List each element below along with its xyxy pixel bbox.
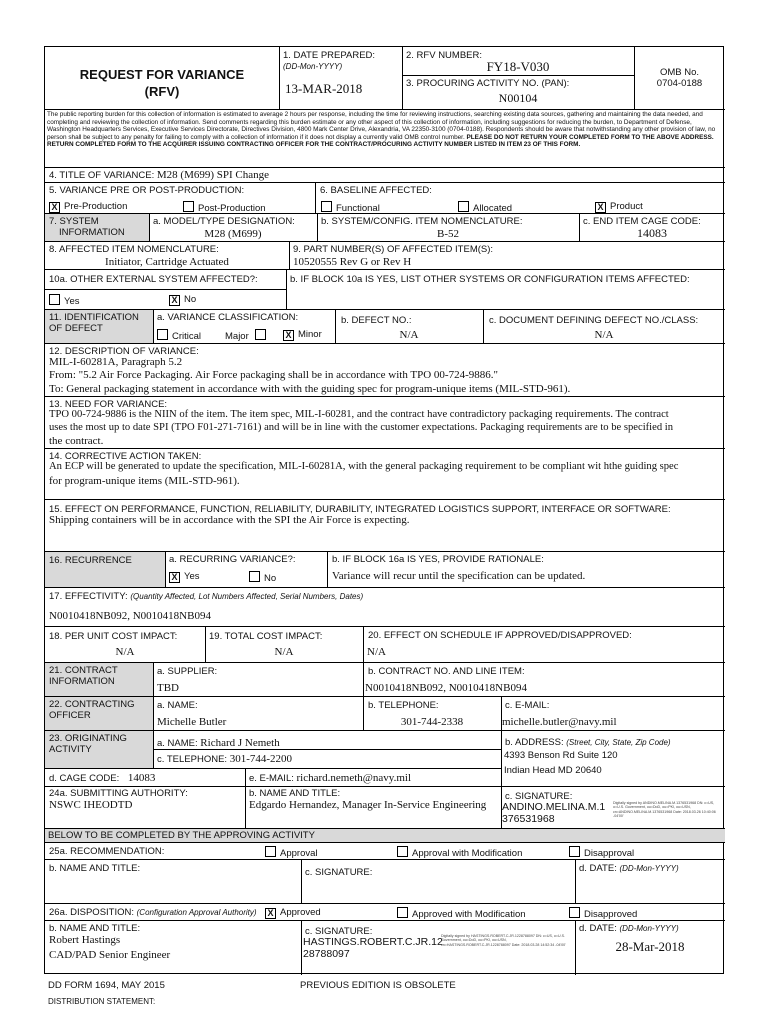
date-prepared-hint: (DD-Mon-YYYY) bbox=[283, 62, 343, 71]
disposition-header bbox=[49, 907, 257, 918]
item15-value[interactable]: Shipping containers will be in accordance with the SPI the Air Force is expecting. bbox=[49, 514, 410, 526]
item13-line1[interactable]: TPO 00-724-9886 is the NIIN of the item. The item spec, MIL-I-60281, and the contract have contradictory packaging requirements. The contract bbox=[49, 409, 669, 420]
orig-phone-label: c. TELEPHONE: bbox=[157, 754, 228, 765]
disp-approved-mod-checkbox[interactable] bbox=[397, 907, 408, 918]
item11-label bbox=[45, 310, 153, 343]
defect-doc-value[interactable]: N/A bbox=[594, 329, 614, 341]
disp-disapproved-label: Disapproved bbox=[584, 909, 638, 920]
pan-value[interactable]: N00104 bbox=[498, 91, 538, 105]
omb-number: 0704-0188 bbox=[656, 78, 703, 89]
disp-date-label: d. DATE: bbox=[579, 923, 617, 934]
recurring-label: a. RECURRING VARIANCE?: bbox=[169, 554, 296, 565]
form-title-line2: (RFV) bbox=[144, 84, 180, 99]
functional-checkbox[interactable] bbox=[321, 201, 332, 212]
rec-date-hint: (DD-Mon-YYYY) bbox=[619, 864, 679, 873]
defect-no-label: b. DEFECT NO.: bbox=[341, 315, 412, 326]
orig-email-field bbox=[249, 772, 411, 784]
item6-label: 6. BASELINE AFFECTED: bbox=[320, 185, 432, 196]
disp-signature-id[interactable]: 28788097 bbox=[303, 948, 350, 960]
item13-line2[interactable]: uses the most up to date SPI (TPO F01-271-7161) and will be in line with the customer expectations. Packaging requirements are to be specified in bbox=[49, 422, 674, 433]
orig-phone-value[interactable]: 301-744-2200 bbox=[229, 753, 293, 765]
disp-disapproved-checkbox[interactable] bbox=[569, 907, 580, 918]
disp-approved-mod-option[interactable] bbox=[397, 907, 526, 920]
disp-date-hint: (DD-Mon-YYYY) bbox=[619, 924, 679, 933]
form-title bbox=[45, 47, 279, 109]
disp-approved-mod-label: Approved with Modification bbox=[412, 909, 526, 920]
rec-date-label: d. DATE: bbox=[579, 863, 617, 874]
variance-classification-label: a. VARIANCE CLASSIFICATION: bbox=[157, 312, 299, 323]
orig-address-label: b. ADDRESS: bbox=[505, 737, 564, 748]
external-no-option[interactable] bbox=[169, 294, 196, 306]
submitting-authority-label: 24a. SUBMITTING AUTHORITY: bbox=[49, 788, 188, 799]
orig-address-header bbox=[505, 737, 671, 748]
item17-value[interactable]: N0010418NB092, N0010418NB094 bbox=[49, 610, 211, 622]
rec-date-field bbox=[579, 863, 679, 874]
item23-label-line2: ACTIVITY bbox=[49, 744, 92, 755]
disp-signature-label: c. SIGNATURE: bbox=[305, 926, 373, 937]
disp-name-line1[interactable]: Robert Hastings bbox=[49, 934, 121, 946]
item7-label bbox=[45, 214, 149, 241]
previous-edition: PREVIOUS EDITION IS OBSOLETE bbox=[300, 980, 456, 991]
rfv-form bbox=[44, 46, 724, 974]
item20-label: 20. EFFECT ON SCHEDULE IF APPROVED/DISAPPROVED: bbox=[368, 630, 632, 641]
pan-label: 3. PROCURING ACTIVITY NO. (PAN): bbox=[406, 78, 570, 89]
rec-name-label: b. NAME AND TITLE: bbox=[49, 863, 141, 874]
item15-label: 15. EFFECT ON PERFORMANCE, FUNCTION, RELIABILITY, DURABILITY, INTEGRATED LOGISTICS SUPPORT, INTERFACE OR SOFTWARE: bbox=[49, 504, 671, 515]
product-checkbox[interactable]: X bbox=[595, 202, 606, 213]
minor-checkbox[interactable]: X bbox=[283, 330, 294, 341]
rationale-label: b. IF BLOCK 16a IS YES, PROVIDE RATIONALE: bbox=[332, 554, 544, 565]
item21-label-line1: 21. CONTRACT bbox=[49, 665, 118, 676]
item8-label: 8. AFFECTED ITEM NOMENCLATURE: bbox=[49, 244, 219, 255]
external-no-checkbox[interactable]: X bbox=[169, 295, 180, 306]
item16-label-cell bbox=[45, 552, 165, 587]
item21-label-line2: INFORMATION bbox=[49, 676, 115, 687]
rationale-value[interactable]: Variance will recur until the specification can be updated. bbox=[332, 570, 586, 582]
major-option[interactable] bbox=[225, 329, 270, 342]
product-option[interactable] bbox=[595, 201, 643, 213]
submitter-signature-id[interactable]: 376531968 bbox=[502, 813, 555, 825]
item22-label bbox=[45, 697, 153, 730]
supplier-value[interactable]: TBD bbox=[157, 682, 179, 694]
item12-line3[interactable]: To: General packaging statement in accordance with with the guiding spec for program-unique items (MIL-STD-961). bbox=[49, 383, 571, 395]
item18-label: 18. PER UNIT COST IMPACT: bbox=[49, 631, 178, 642]
config-item-label: b. SYSTEM/CONFIG. ITEM NOMENCLATURE: bbox=[321, 216, 523, 227]
co-phone-value[interactable]: 301-744-2338 bbox=[400, 716, 464, 728]
co-email-value[interactable]: michelle.butler@navy.mil bbox=[502, 716, 617, 728]
form-id: DD FORM 1694, MAY 2015 bbox=[48, 980, 165, 991]
disp-signature-name[interactable]: HASTINGS.ROBERT.C.JR.12 bbox=[303, 936, 443, 948]
disposition-hint: (Configuration Approval Authority) bbox=[136, 908, 257, 917]
rfv-number-label: 2. RFV NUMBER: bbox=[406, 50, 483, 61]
approving-banner-text: BELOW TO BE COMPLETED BY THE APPROVING ACTIVITY bbox=[48, 830, 315, 841]
submitting-authority-value[interactable]: NSWC IHEODTD bbox=[49, 799, 133, 811]
item17-label: 17. EFFECTIVITY: bbox=[49, 591, 128, 602]
item5-label: 5. VARIANCE PRE OR POST-PRODUCTION: bbox=[49, 185, 245, 196]
supplier-label: a. SUPPLIER: bbox=[157, 666, 218, 677]
item8-value[interactable]: Initiator, Cartridge Actuated bbox=[105, 256, 229, 268]
orig-address-line1[interactable]: 4393 Benson Rd Suite 120 bbox=[504, 750, 618, 761]
allocated-label: Allocated bbox=[473, 203, 513, 214]
approving-banner bbox=[45, 829, 725, 842]
rec-approval-label: Approval bbox=[280, 848, 318, 859]
orig-address-line2[interactable]: Indian Head MD 20640 bbox=[504, 765, 602, 776]
recurring-no-label: No bbox=[264, 573, 277, 584]
minor-option[interactable] bbox=[283, 329, 322, 341]
rec-disapproval-checkbox[interactable] bbox=[569, 846, 580, 857]
contract-no-value[interactable]: N0010418NB092, N0010418NB094 bbox=[365, 682, 527, 694]
rec-signature-label: c. SIGNATURE: bbox=[305, 867, 373, 878]
disp-date-field bbox=[579, 923, 679, 934]
contract-no-label: b. CONTRACT NO. AND LINE ITEM: bbox=[368, 666, 525, 677]
item22-label-line1: 22. CONTRACTING bbox=[49, 699, 135, 710]
orig-phone-field bbox=[157, 753, 292, 765]
major-label: Major bbox=[225, 331, 249, 342]
disp-approved-label: Approved bbox=[280, 907, 321, 918]
item12-line1[interactable]: MIL-I-60281A, Paragraph 5.2 bbox=[49, 356, 183, 368]
recurring-yes-option[interactable] bbox=[169, 571, 200, 583]
cage-code-label: c. END ITEM CAGE CODE: bbox=[583, 216, 701, 227]
recommendation-label: 25a. RECOMMENDATION: bbox=[49, 846, 165, 857]
item10a-label: 10a. OTHER EXTERNAL SYSTEM AFFECTED?: bbox=[49, 274, 258, 285]
item9-value[interactable]: 10520555 Rev G or Rev H bbox=[293, 256, 412, 268]
orig-name-label: a. NAME: bbox=[157, 738, 198, 749]
disp-signature-note: Digitally signed by HASTINGS.ROBERT.C.JR.1228788097 DN: c=US, o=U.S. Government, ou=DoD, ou=PKI, ou=USN, cn=HASTINGS.ROBERT.C.JR.1228788097 Date: 2018.03.28 14:52:34 -04'00' bbox=[441, 934, 566, 947]
co-name-value[interactable]: Michelle Butler bbox=[157, 716, 227, 728]
item12-label: 12. DESCRIPTION OF VARIANCE: bbox=[49, 346, 199, 357]
item11-label-line2: OF DEFECT bbox=[49, 323, 103, 334]
external-no-label: No bbox=[184, 294, 197, 305]
rec-disapproval-option[interactable] bbox=[569, 846, 634, 859]
orig-name-field bbox=[157, 737, 280, 749]
item9-label: 9. PART NUMBER(S) OF AFFECTED ITEM(S): bbox=[293, 244, 494, 255]
item23-label bbox=[45, 731, 153, 768]
item14-label: 14. CORRECTIVE ACTION TAKEN: bbox=[49, 451, 202, 462]
submitter-signature-note: Digitally signed by ANDINO.MELINA.M.1376531968 DN: c=US, o=U.S. Government, ou=DoD, ou=PKI, ou=USN, cn=ANDINO.MELINA.M.1376531968 Date: 2018.03.26 10:40:06 -04'00' bbox=[613, 801, 716, 819]
disp-disapproved-option[interactable] bbox=[569, 907, 637, 920]
recurring-yes-checkbox[interactable]: X bbox=[169, 572, 180, 583]
item4-value[interactable]: M28 (M699) SPI Change bbox=[156, 169, 270, 181]
item22-label-line2: OFFICER bbox=[49, 710, 91, 721]
rec-approval-checkbox[interactable] bbox=[265, 846, 276, 857]
item14-line2[interactable]: for program-unique items (MIL-STD-961). bbox=[49, 475, 240, 487]
item13-label: 13. NEED FOR VARIANCE: bbox=[49, 399, 168, 410]
recurring-no-option[interactable] bbox=[249, 571, 276, 584]
item18-value[interactable]: N/A bbox=[115, 646, 135, 658]
item17-header bbox=[49, 591, 363, 602]
critical-option[interactable] bbox=[157, 329, 201, 342]
submitter-name-label: b. NAME AND TITLE: bbox=[249, 788, 341, 799]
rec-disapproval-label: Disapproval bbox=[584, 848, 635, 859]
external-yes-label: Yes bbox=[64, 296, 80, 307]
co-email-label: c. E-MAIL: bbox=[505, 700, 550, 711]
disp-approved-option[interactable] bbox=[265, 907, 321, 919]
orig-cage-value[interactable]: 14083 bbox=[127, 772, 156, 784]
form-title-line1: REQUEST FOR VARIANCE bbox=[79, 67, 245, 82]
disp-date-value[interactable]: 28-Mar-2018 bbox=[615, 939, 685, 954]
post-production-label: Post-Production bbox=[198, 203, 266, 214]
burden-bold: PLEASE DO NOT RETURN YOUR COMPLETED FORM TO THE ABOVE ADDRESS. RETURN COMPLETED FORM TO THE ACQUIRER ISSUING CONTRACTING OFFICER FOR THE CONTRACT/PROCURING ACTIVITY NUMBER LISTED IN ITEM 23 OF THIS FORM. bbox=[47, 133, 714, 149]
orig-cage-label: d. CAGE CODE: bbox=[49, 773, 120, 784]
item17-hint: (Quantity Affected, Lot Numbers Affected, Serial Numbers, Dates) bbox=[130, 592, 364, 601]
item23-label-line1: 23. ORIGINATING bbox=[49, 733, 127, 744]
title-of-variance bbox=[49, 169, 269, 181]
allocated-checkbox[interactable] bbox=[458, 201, 469, 212]
orig-email-label: e. E-MAIL: bbox=[249, 773, 294, 784]
date-prepared-value[interactable]: 13-MAR-2018 bbox=[285, 81, 363, 96]
disposition-label: 26a. DISPOSITION: bbox=[49, 907, 134, 918]
model-designation-value[interactable]: M28 (M699) bbox=[204, 228, 262, 240]
omb-label: OMB No. bbox=[659, 67, 700, 78]
disp-approved-checkbox[interactable]: X bbox=[265, 908, 276, 919]
config-item-value[interactable]: B-52 bbox=[437, 228, 459, 240]
item10b-label: b. IF BLOCK 10a IS YES, LIST OTHER SYSTEMS OR CONFIGURATION ITEMS AFFECTED: bbox=[290, 274, 690, 285]
external-yes-checkbox[interactable] bbox=[49, 294, 60, 305]
submitter-name-value[interactable]: Edgardo Hernandez, Manager In-Service Engineering bbox=[249, 799, 487, 811]
cage-code-value[interactable]: 14083 bbox=[637, 226, 667, 240]
item19-value[interactable]: N/A bbox=[274, 646, 294, 658]
minor-label: Minor bbox=[298, 329, 322, 340]
item21-label bbox=[45, 663, 153, 696]
item13-line3[interactable]: the contract. bbox=[49, 435, 104, 447]
item7-label-line2: INFORMATION bbox=[59, 227, 125, 238]
critical-label: Critical bbox=[172, 331, 202, 342]
recurring-no-checkbox[interactable] bbox=[249, 571, 260, 582]
functional-label: Functional bbox=[336, 203, 380, 214]
orig-email-value[interactable]: richard.nemeth@navy.mil bbox=[296, 772, 412, 784]
item14-line1[interactable]: An ECP will be generated to update the specification, MIL-I-60281A, with the general packaging requirement to be compliant wit hthe guiding spec bbox=[49, 461, 679, 472]
post-production-checkbox[interactable] bbox=[183, 201, 194, 212]
date-prepared-label: 1. DATE PREPARED: bbox=[283, 50, 376, 61]
pre-production-checkbox[interactable]: X bbox=[49, 202, 60, 213]
rec-approval-mod-checkbox[interactable] bbox=[397, 846, 408, 857]
rfv-number-value[interactable]: FY18-V030 bbox=[486, 59, 550, 74]
item19-label: 19. TOTAL COST IMPACT: bbox=[209, 631, 323, 642]
pre-production-option[interactable] bbox=[49, 201, 127, 213]
orig-cage-field bbox=[49, 772, 155, 784]
distribution-statement: DISTRIBUTION STATEMENT: bbox=[48, 997, 156, 1006]
disp-name-line2[interactable]: CAD/PAD Senior Engineer bbox=[49, 949, 171, 961]
submitter-signature-label: c. SIGNATURE: bbox=[505, 791, 573, 802]
rec-approval-option[interactable] bbox=[265, 846, 318, 859]
pre-production-label: Pre-Production bbox=[64, 201, 128, 212]
orig-address-hint: (Street, City, State, Zip Code) bbox=[566, 738, 671, 747]
item12-line2[interactable]: From: "5.2 Air Force Packaging. Air Force packaging shall be in accordance with TPO 00-724-9886." bbox=[49, 369, 498, 381]
major-checkbox[interactable] bbox=[255, 329, 266, 340]
item16-label: 16. RECURRENCE bbox=[49, 555, 132, 566]
co-name-label: a. NAME: bbox=[157, 700, 198, 711]
item11-label-line1: 11. IDENTIFICATION bbox=[49, 312, 139, 323]
burden-statement bbox=[47, 111, 721, 149]
item20-value[interactable]: N/A bbox=[367, 646, 386, 658]
rec-approval-mod-label: Approval with Modification bbox=[412, 848, 523, 859]
model-designation-label: a. MODEL/TYPE DESIGNATION: bbox=[153, 216, 295, 227]
burden-text: The public reporting burden for this collection of information is estimated to average 2 hours per response, including the time for reviewing instructions, searching existing data sources, gathering and maintaining the data needed, and completing and reviewing the collection of information. Send comments regarding this burden estimate or any other aspect of this collection of information, including suggestions for reducing the burden, to Department of Defense, Washington Headquarters Services, Executive Services Directorate, Directives Division, 4800 Mark Center Drive, Alexandria, VA 22350-3100 (0704-0188). Respondents should be aware that notwithstanding any other provision of law, no person shall be subject to any penalty for failing to comply with a collection of information if it does not display a currently valid OMB control number. bbox=[47, 111, 716, 141]
disp-name-label: b. NAME AND TITLE: bbox=[49, 923, 141, 934]
submitter-signature-name[interactable]: ANDINO.MELINA.M.1 bbox=[502, 801, 606, 813]
rec-approval-mod-option[interactable] bbox=[397, 846, 522, 859]
recurring-yes-label: Yes bbox=[184, 571, 200, 582]
defect-doc-label: c. DOCUMENT DEFINING DEFECT NO./CLASS: bbox=[489, 315, 699, 326]
item7-label-line1: 7. SYSTEM bbox=[49, 216, 99, 227]
orig-name-value[interactable]: Richard J Nemeth bbox=[200, 737, 280, 749]
external-yes-option[interactable] bbox=[49, 294, 80, 307]
product-label: Product bbox=[610, 201, 643, 212]
critical-checkbox[interactable] bbox=[157, 329, 168, 340]
item4-label: 4. TITLE OF VARIANCE: bbox=[49, 170, 155, 181]
defect-no-value[interactable]: N/A bbox=[399, 329, 419, 341]
co-phone-label: b. TELEPHONE: bbox=[368, 700, 439, 711]
